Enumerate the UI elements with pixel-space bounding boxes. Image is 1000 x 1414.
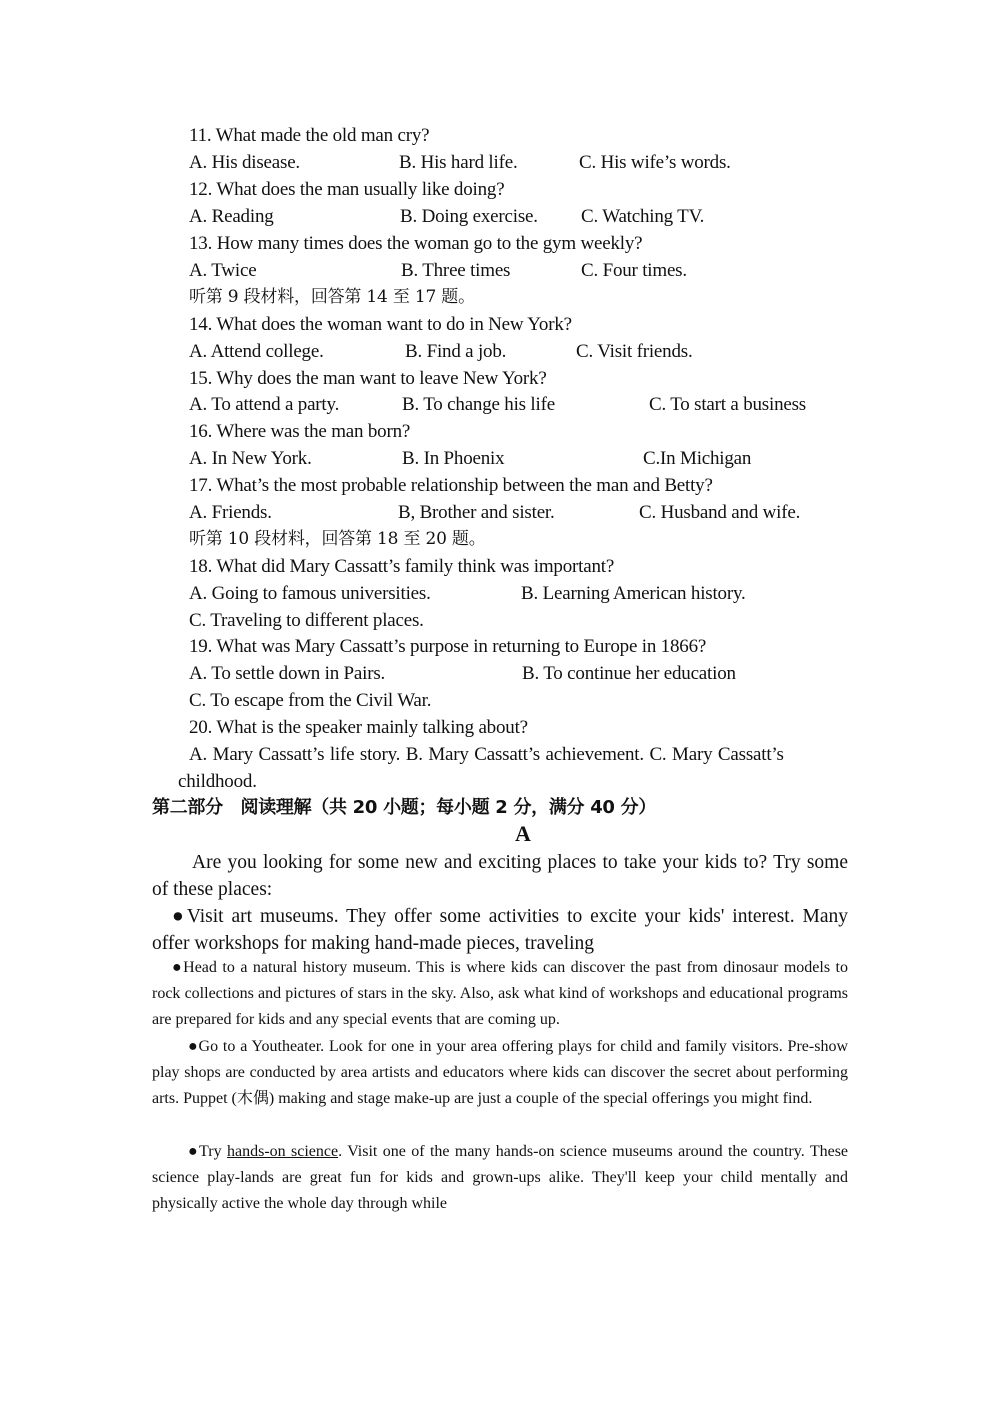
question-20: 20. What is the speaker mainly talking about? — [189, 717, 528, 738]
passage-intro — [152, 849, 848, 903]
q18-option-b: B. Learning American history. — [521, 583, 746, 604]
section-header-reading: 第二部分 阅读理解（共 20 小题；每小题 2 分，满分 40 分） — [152, 797, 657, 818]
bullet-2-text: ●Head to a natural history museum. This is where kids can discover the past from dinosaur models to rock collections and pictures of stars in the sky. Also, ask what kind of workshops and educational programs are prepared for kids and any special events that are coming up. — [152, 959, 848, 1029]
question-15: 15. Why does the man want to leave New York? — [189, 368, 547, 389]
passage-title: A — [515, 821, 531, 846]
passage-bullet-art-museums — [152, 903, 848, 957]
q18-option-a: A. Going to famous universities. — [189, 583, 431, 604]
q14-option-b: B. Find a job. — [405, 341, 507, 362]
intro-text: Are you looking for some new and exciting places to take your kids to? Try some of these places: — [152, 852, 848, 900]
q14-option-c: C. Visit friends. — [576, 341, 693, 362]
question-19: 19. What was Mary Cassatt’s purpose in returning to Europe in 1866? — [189, 636, 707, 657]
q15-option-b: B. To change his life — [402, 394, 555, 415]
bullet-4-prefix: ●Try — [188, 1143, 227, 1160]
q14-option-a: A. Attend college. — [189, 341, 324, 362]
bullet-3-text: ●Go to a Youtheater. Look for one in your area offering plays for child and family visitors. Pre-show play shops are conducted by area artists and educators where kids can discover the secret about performing arts. Puppet (木偶) making and stage make-up are just a couple of the special offerings you might find. — [152, 1038, 848, 1108]
q19-option-a: A. To settle down in Pairs. — [189, 663, 386, 684]
q19-option-c: C. To escape from the Civil War. — [189, 690, 432, 711]
instruction-section-10: 听第 10 段材料，回答第 18 至 20 题。 — [189, 529, 486, 549]
q15-option-a: A. To attend a party. — [189, 394, 340, 415]
q11-option-c: C. His wife’s words. — [579, 152, 731, 173]
passage-bullet-natural-history — [152, 955, 848, 1034]
passage-bullet-hands-on-science — [152, 1139, 848, 1218]
question-14: 14. What does the woman want to do in New York? — [189, 314, 572, 335]
bullet-4-rest: . Visit one of the many hands-on science museums around the country. These science play-lands are great fun for kids and grown-ups alike. They'll keep your child mentally and physically active the whole day through while — [152, 1143, 849, 1213]
q11-option-a: A. His disease. — [189, 152, 300, 173]
passage-bullet-youtheater — [152, 1034, 848, 1113]
q20-options: A. Mary Cassatt’s life story. B. Mary Cassatt’s achievement. C. Mary Cassatt’s — [189, 744, 784, 765]
q18-option-c: C. Traveling to different places. — [189, 610, 424, 631]
q13-option-b: B. Three times — [401, 260, 511, 281]
q17-option-b: B, Brother and sister. — [398, 502, 555, 523]
q17-option-c: C. Husband and wife. — [639, 502, 801, 523]
q11-option-b: B. His hard life. — [399, 152, 518, 173]
bullet-1-text: ●Visit art museums. They offer some activities to excite your kids' interest. Many offer workshops for making hand-made pieces, traveling — [152, 906, 848, 954]
question-12: 12. What does the man usually like doing? — [189, 179, 505, 200]
bullet-4-text — [152, 1139, 848, 1218]
question-11: 11. What made the old man cry? — [189, 125, 430, 146]
underlined-term: hands-on science — [226, 1143, 339, 1160]
q16-option-c: C.In Michigan — [643, 448, 752, 469]
question-17: 17. What’s the most probable relationship between the man and Betty? — [189, 475, 713, 496]
q13-option-c: C. Four times. — [581, 260, 687, 281]
q16-option-b: B. In Phoenix — [402, 448, 505, 469]
q15-option-c: C. To start a business — [649, 394, 806, 415]
q17-option-a: A. Friends. — [189, 502, 272, 523]
q16-option-a: A. In New York. — [189, 448, 312, 469]
q20-options-continued: childhood. — [178, 771, 257, 792]
instruction-section-9: 听第 9 段材料，回答第 14 至 17 题。 — [189, 287, 475, 307]
q12-option-c: C. Watching TV. — [581, 206, 705, 227]
q19-option-b: B. To continue her education — [522, 663, 736, 684]
question-13: 13. How many times does the woman go to the gym weekly? — [189, 233, 643, 254]
q12-option-a: A. Reading — [189, 206, 274, 227]
q13-option-a: A. Twice — [189, 260, 257, 281]
question-18: 18. What did Mary Cassatt’s family think was important? — [189, 556, 615, 577]
q12-option-b: B. Doing exercise. — [400, 206, 538, 227]
question-16: 16. Where was the man born? — [189, 421, 411, 442]
